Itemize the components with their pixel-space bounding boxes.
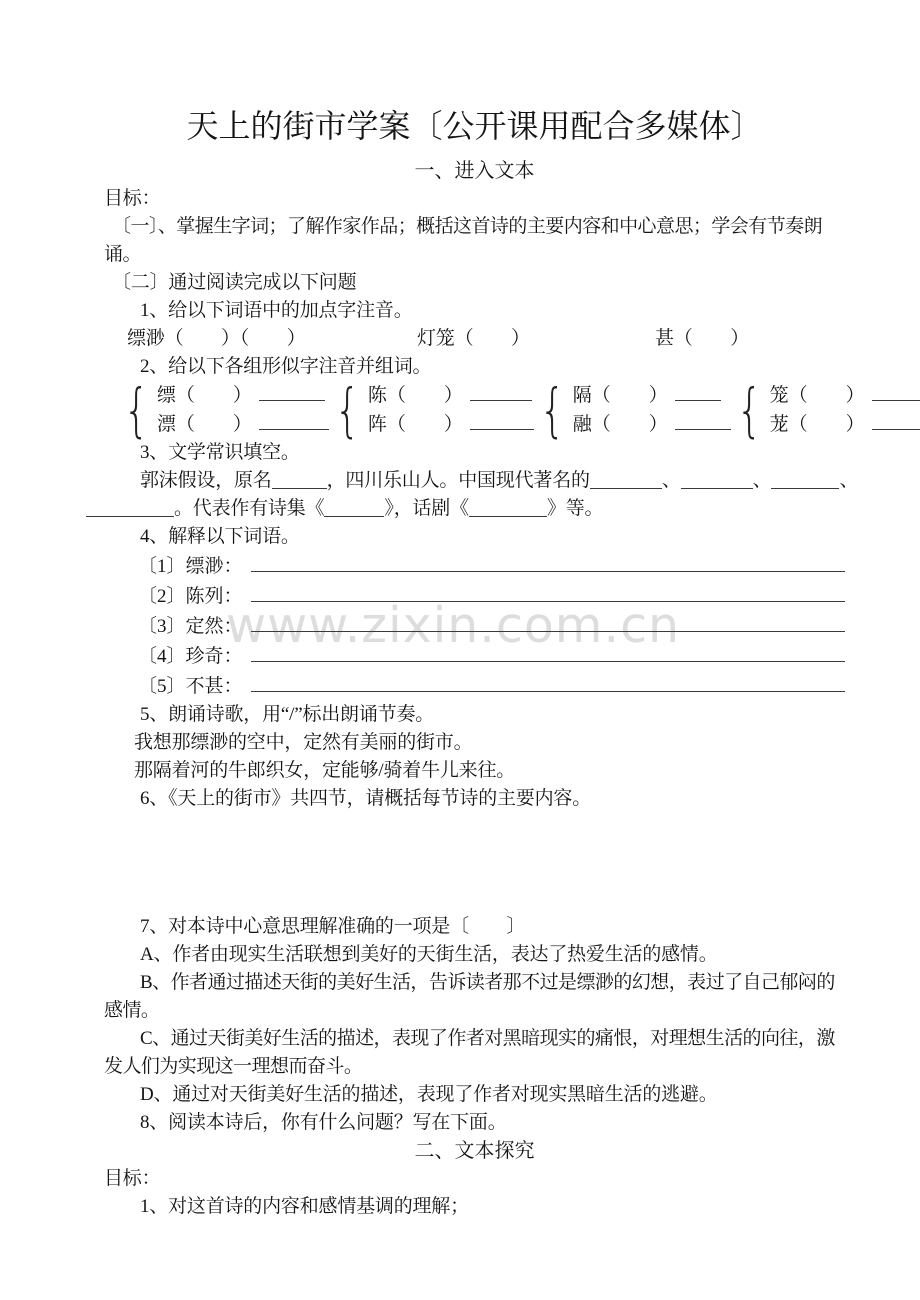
brace-icon: { (539, 376, 566, 444)
q6-prompt: 6、《天上的街市》共四节，请概括每节诗的主要内容。 (140, 788, 592, 809)
answer-blank (259, 382, 325, 401)
section1-heading: 一、进入文本 (414, 160, 535, 182)
char-top: 缥（ ） (156, 385, 252, 406)
watermark: www.zixin.com.cn (226, 597, 681, 654)
answer-blank (324, 498, 384, 517)
char-top: 笼（ ） (769, 385, 865, 406)
answer-blank (675, 411, 731, 430)
q3-text: 、 (839, 470, 859, 491)
answer-line (251, 581, 845, 602)
answer-blank (771, 470, 839, 489)
answer-line (251, 641, 845, 662)
q3-text: 》，话剧《 (384, 498, 469, 519)
q3-fill-line-2 (86, 495, 845, 523)
poem-line-2: 那隔着河的牛郎织女，定能够/骑着牛儿来往。 (134, 760, 516, 781)
q3-text: 郭沫假设，原名 (140, 470, 272, 491)
char-group-2 (329, 376, 534, 444)
answer-line (251, 611, 845, 632)
q3-text: 、 (752, 470, 772, 491)
char-bottom: 融（ ） (572, 414, 668, 435)
q3-text: 。代表作有诗集《 (174, 498, 325, 519)
char-bottom: 茏（ ） (769, 414, 865, 435)
answer-blank (872, 411, 920, 430)
definition-label: 〔2〕陈列： (138, 586, 243, 607)
q2-prompt: 2、给以下各组形似字注音并组词。 (140, 356, 432, 377)
q1-word3: 甚（ ） (655, 328, 750, 349)
q4-prompt: 4、解释以下词语。 (140, 526, 300, 547)
answer-blank (469, 498, 547, 517)
similar-chars-exercise (118, 376, 865, 444)
answer-blank (86, 498, 174, 517)
definition-row-3 (104, 611, 845, 641)
q1-prompt: 1、给以下词语中的加点字注音。 (140, 300, 413, 321)
goals-label: 目标： (104, 188, 161, 209)
q1-word1: 缥渺（ ）（ ） (127, 328, 306, 349)
section2-item-1: 1、对这首诗的内容和感情基调的理解； (140, 1196, 469, 1217)
definition-row-5 (104, 671, 845, 701)
brace-icon: { (736, 376, 763, 444)
q7-option-b: B、作者通过描述天街的美好生活，告诉读者那不过是缥渺的幻想，表过了自己郁闷的感情。 (104, 972, 835, 1021)
q8-prompt: 8、阅读本诗后，你有什么问题？写在下面。 (140, 1112, 507, 1133)
q7-option-a: A、作者由现实生活联想到美好的天街生活，表达了热爱生活的感情。 (140, 944, 718, 965)
definition-row-2 (104, 581, 845, 611)
brace-icon: { (123, 376, 150, 444)
answer-blank (272, 470, 327, 489)
poem-line-1: 我想那缥渺的空中，定然有美丽的街市。 (134, 732, 473, 753)
answer-blank (470, 411, 534, 430)
doc-title: 天上的街市学案〔公开课用配合多媒体〕 (186, 108, 763, 144)
q3-prompt: 3、文学常识填空。 (140, 442, 300, 463)
char-top: 陈（ ） (367, 385, 463, 406)
answer-blank (470, 382, 532, 401)
answer-line (251, 671, 845, 692)
goals2-label: 目标： (104, 1168, 161, 1189)
q7-option-c: C、通过天街美好生活的描述，表现了作者对黑暗现实的痛恨，对理想生活的向往，激发人们为实现这一理想而奋斗。 (104, 1028, 835, 1077)
definition-label: 〔4〕珍奇： (138, 646, 243, 667)
q3-text: ，四川乐山人。中国现代著名的 (326, 470, 590, 491)
q1-word2: 灯笼（ ） (417, 328, 530, 349)
definition-label: 〔1〕缥渺： (138, 556, 243, 577)
char-group-4 (731, 376, 920, 444)
q3-text: 、 (661, 470, 681, 491)
char-bottom: 阵（ ） (367, 414, 463, 435)
answer-blank (872, 382, 920, 401)
definition-row-4 (104, 641, 845, 671)
answer-blank (590, 470, 662, 489)
char-bottom: 漂（ ） (156, 414, 252, 435)
part-two: 〔二〕通过阅读完成以下问题 (112, 272, 357, 293)
q7-option-d: D、通过对天街美好生活的描述，表现了作者对现实黑暗生活的逃避。 (140, 1084, 718, 1105)
brace-icon: { (334, 376, 361, 444)
q3-text: 》等。 (546, 498, 604, 519)
q7-prompt: 7、对本诗中心意思理解准确的一项是〔 〕 (140, 916, 526, 937)
char-top: 隔（ ） (572, 385, 668, 406)
definition-label: 〔3〕定然： (138, 616, 243, 637)
answer-blank (681, 470, 753, 489)
definition-row-1 (104, 551, 845, 581)
answer-line (251, 551, 845, 572)
definition-label: 〔5〕不甚： (138, 676, 243, 697)
q1-words-row (104, 325, 845, 353)
answer-blank (675, 382, 721, 401)
q5-prompt: 5、朗诵诗歌，用“/”标出朗诵节奏。 (140, 704, 435, 725)
document-content (104, 105, 865, 1221)
blank-space (104, 813, 845, 913)
section2-heading: 二、文本探究 (414, 1140, 535, 1162)
q3-fill-line-1 (104, 467, 859, 495)
goal-one: 〔一〕、掌握生字词；了解作家作品；概括这首诗的主要内容和中心意思；学会有节奏朗诵。 (104, 216, 823, 265)
char-group-3 (534, 376, 731, 444)
char-group-1 (118, 376, 329, 444)
answer-blank (259, 411, 329, 430)
